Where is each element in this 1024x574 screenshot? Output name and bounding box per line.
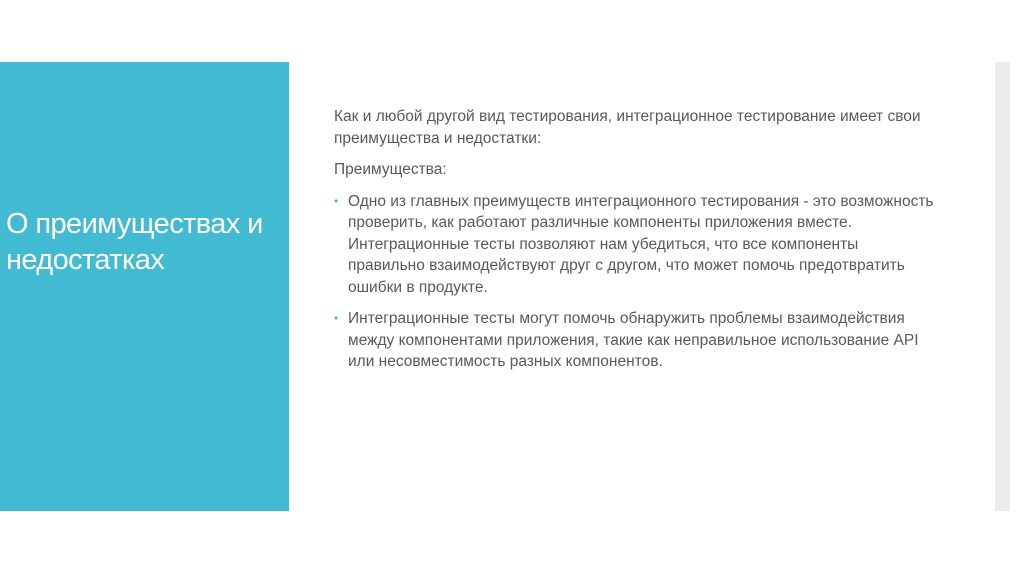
title-panel [0, 62, 289, 511]
scrollbar[interactable] [995, 62, 1010, 511]
bullet-item [334, 191, 934, 299]
bullet-item [334, 308, 934, 373]
bullet-icon: • [334, 193, 339, 208]
slide-title: О преимуществах и недостатках [6, 208, 263, 276]
slide-content [334, 106, 934, 383]
bullet-icon: • [334, 311, 339, 325]
bullet-list [334, 191, 934, 373]
section-label: Преимущества: [334, 161, 447, 178]
intro-paragraph: Как и любой другой вид тестирования, интеграционное тестирование имеет свои преимущества и недостатки: [334, 108, 921, 147]
bullet-text: Одно из главных преимуществ интеграционного тестирования - это возможность проверить, как работают различные компоненты приложения вместе. Интеграционные тесты позволяют нам убедиться, что все компоненты правильно взаимодействуют друг с другом, что может помочь предотвратить ошибки в продукте. [348, 192, 934, 296]
slide [0, 62, 995, 511]
bullet-text: Интеграционные тесты могут помочь обнаружить проблемы взаимодействия между компонентами приложения, такие как неправильное использование API или несовместимость разных компонентов. [348, 310, 919, 370]
